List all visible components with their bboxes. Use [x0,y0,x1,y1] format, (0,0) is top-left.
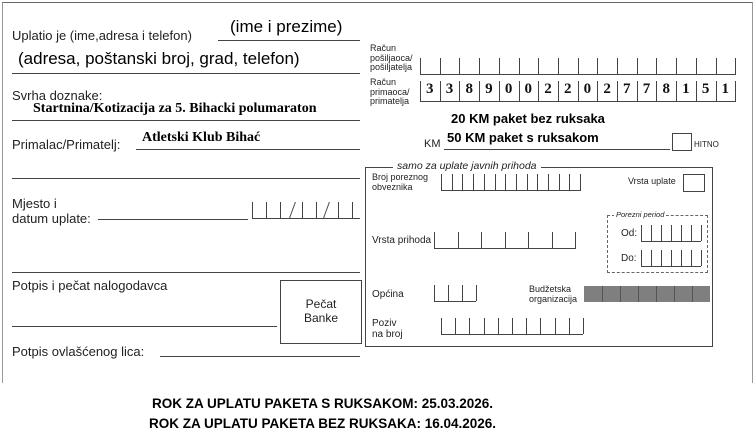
purpose-line[interactable] [12,120,360,121]
account-digit: 8 [465,81,473,97]
payment-type-field[interactable] [683,174,705,192]
account-digit: 7 [623,81,631,97]
budget-org-grid [584,286,710,302]
tax-id-field[interactable] [441,174,581,191]
amount-line[interactable] [444,149,670,150]
reference-field[interactable] [441,318,583,335]
period-to-field[interactable] [641,250,701,267]
account-digit: 9 [485,81,493,97]
period-to-label: Do: [621,253,637,264]
bank-stamp-text-2: Banke [303,311,339,325]
sender-account-field[interactable] [420,58,736,75]
period-from-label: Od: [621,228,638,239]
divider-line [12,272,360,273]
payer-label: Uplatio je (ime,adresa i telefon) [12,28,192,43]
account-digit: 2 [563,81,572,97]
purpose-label: Svrha doznake: [12,88,103,103]
purpose-value[interactable]: Startnina/Kotizacija za 5. Bihacki polumaraton [33,101,317,116]
period-from-field[interactable] [641,225,701,242]
bank-stamp-box [280,280,362,344]
account-digit: 7 [642,81,651,97]
payer-address-value[interactable]: (adresa, poštanski broj, grad, telefon) [18,49,300,68]
account-digit: 3 [426,81,434,97]
bank-stamp-text-1: Pečat [305,297,337,311]
account-digit: 1 [721,81,730,97]
account-digit: 1 [682,81,690,97]
reference-label: Poziv na broj [372,318,403,340]
place-line[interactable] [98,219,248,220]
payer-address-line[interactable] [12,73,360,74]
recipient-account-field[interactable] [420,81,736,102]
km-label: KM [424,138,441,150]
municipality-field[interactable] [434,285,476,302]
public-revenue-title: samo za uplate javnih prihoda [393,160,541,172]
recipient-account-label: Račun primaoca/ primatelja [370,77,410,106]
budget-org-cell-divider [638,286,639,302]
recipient-line-2[interactable] [12,178,360,179]
budget-org-cell-divider [656,286,657,302]
urgent-label: HITNO [694,140,719,149]
amount-option-2: 50 KM paket s ruksakom [447,130,599,145]
account-digit: 3 [445,81,454,97]
account-digit: 0 [524,81,533,97]
revenue-type-field[interactable] [434,232,576,249]
budget-org-cell-divider [692,286,693,302]
signature-payer-line[interactable] [12,326,277,327]
account-digit: 8 [662,81,670,97]
place-date-label-line2: datum uplate: [12,211,91,226]
signature-payer-label: Potpis i pečat nalogodavca [12,278,168,293]
account-digit: 0 [583,81,592,97]
date-field[interactable] [252,202,360,219]
payer-name-value[interactable]: (ime i prezime) [230,17,343,36]
recipient-label: Primalac/Primatelj: [12,137,121,152]
deadline-without-backpack: ROK ZA UPLATU PAKETA BEZ RUKSAKA: 16.04.2026. [149,416,497,431]
budget-org-label: Budžetska organizacija [529,284,578,304]
place-date-label [12,196,91,226]
budget-org-cell-divider [620,286,621,302]
account-digit: 0 [504,81,513,97]
payer-name-line[interactable] [218,40,360,41]
municipality-label: Općina [372,289,404,300]
place-date-label-line1: Mjesto i [12,196,57,211]
amount-option-1: 20 KM paket bez ruksaka [451,111,605,126]
sender-account-label: Račun pošiljaoca/ pošiljatelja [370,43,413,72]
revenue-type-label: Vrsta prihoda [372,235,432,246]
account-digit: 2 [603,81,611,97]
deadline-with-backpack: ROK ZA UPLATU PAKETA S RUKSAKOM: 25.03.2026. [152,396,494,411]
urgent-checkbox[interactable] [672,133,692,151]
tax-period-label: Porezni period [616,210,665,219]
signature-auth-label: Potpis ovlašćenog lica: [12,344,145,359]
account-digit: 5 [701,81,710,97]
recipient-line[interactable] [136,149,360,150]
budget-org-cell-divider [674,286,675,302]
payment-type-label: Vrsta uplate [628,176,676,186]
budget-org-cell-divider [602,286,603,302]
account-digit: 2 [544,81,552,97]
tax-id-label: Broj poreznog obveznika [372,172,429,192]
signature-auth-line[interactable] [160,356,360,357]
recipient-value[interactable]: Atletski Klub Bihać [142,130,261,145]
